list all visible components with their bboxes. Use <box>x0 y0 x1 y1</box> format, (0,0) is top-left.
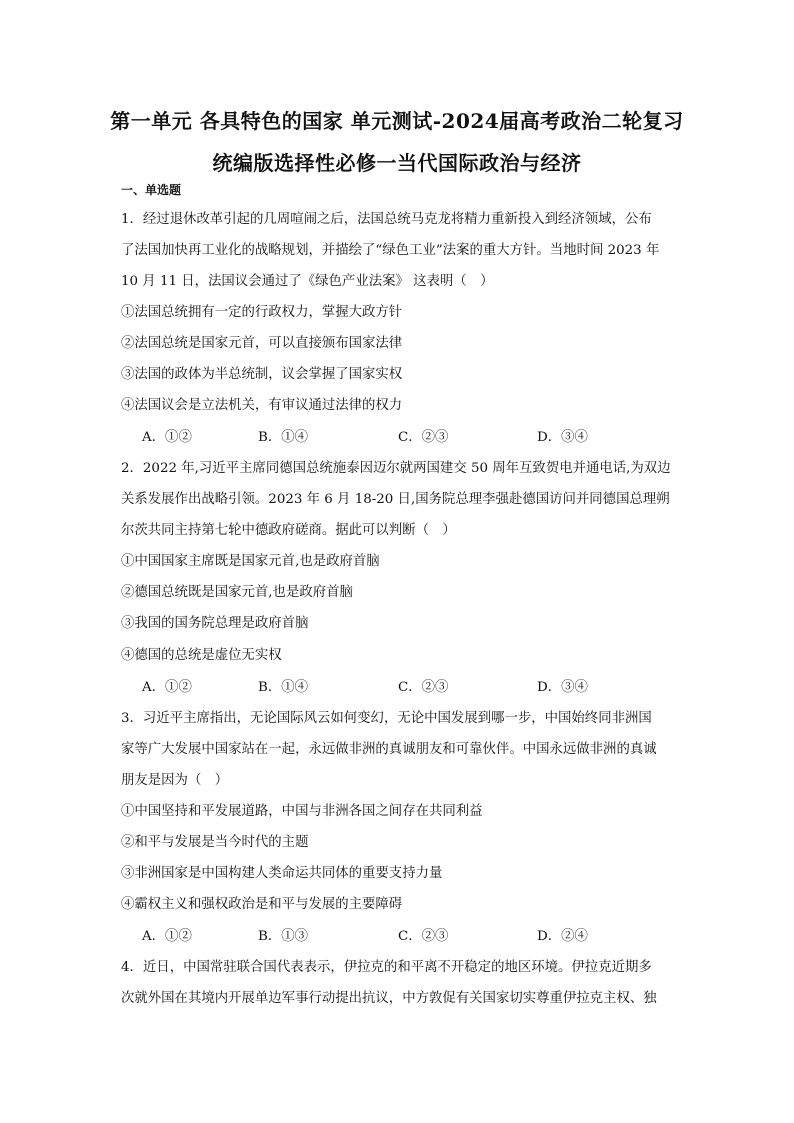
question-3-statement: ④霸权主义和强权政治是和平与发展的主要障碍 <box>121 897 403 912</box>
document-title-line-1: 第一单元 各具特色的国家 单元测试-2024届高考政治二轮复习 <box>110 109 684 133</box>
option-c[interactable]: C．②③ <box>398 430 449 445</box>
question-2-text-line: 2．2022 年,习近平主席同德国总统施泰因迈尔就两国建交 50 周年互致贺电并通电话,为双边 <box>121 461 671 476</box>
question-2-text-line: 关系发展作出战略引领。2023 年 6 月 18-20 日,国务院总理李强赴德国访问并同德国总理朔 <box>121 492 670 507</box>
option-a[interactable]: A．①② <box>142 929 192 944</box>
document-title-line-2: 统编版选择性必修一当代国际政治与经济 <box>212 151 582 175</box>
question-2-statement: ④德国的总统是虚位无实权 <box>121 648 282 663</box>
question-3-statement: ②和平与发展是当今时代的主题 <box>121 835 309 850</box>
question-1-statement: ②法国总统是国家元首，可以直接颁布国家法律 <box>121 336 403 351</box>
question-1-statement: ④法国议会是立法机关，有审议通过法律的权力 <box>121 398 403 413</box>
option-c[interactable]: C．②③ <box>398 929 449 944</box>
option-d[interactable]: D．③④ <box>537 430 588 445</box>
option-b[interactable]: B．①③ <box>258 929 309 944</box>
question-1-statement: ③法国的政体为半总统制，议会掌握了国家实权 <box>121 367 403 382</box>
question-3-statement: ③非洲国家是中国构建人类命运共同体的重要支持力量 <box>121 866 443 881</box>
question-1-text-line: 1．经过退休改革引起的几周喧闹之后，法国总统马克龙将精力重新投入到经济领域，公布 <box>121 212 652 227</box>
option-d[interactable]: D．②④ <box>537 929 588 944</box>
question-4-text-line: 4．近日，中国常驻联合国代表表示，伊拉克的和平离不开稳定的地区环境。伊拉克近期多 <box>121 960 652 975</box>
question-4-text-line: 次就外国在其境内开展单边军事行动提出抗议，中方敦促有关国家切实尊重伊拉克主权、独 <box>121 991 657 1006</box>
question-1-statement: ①法国总统拥有一定的行政权力，掌握大政方针 <box>121 305 403 320</box>
question-3-text-line: 朋友是因为（ ） <box>121 773 229 788</box>
question-2-statement: ③我国的国务院总理是政府首脑 <box>121 616 309 631</box>
option-a[interactable]: A．①② <box>142 430 192 445</box>
option-c[interactable]: C．②③ <box>398 680 449 695</box>
question-1-text-line: 了法国加快再工业化的战略规划，并描绘了“绿色工业”法案的重大方针。当地时间 2023 年 <box>121 243 660 258</box>
question-2-statement: ②德国总统既是国家元首,也是政府首脑 <box>121 585 353 600</box>
question-2-text-line: 尔茨共同主持第七轮中德政府磋商。据此可以判断（ ） <box>121 523 456 538</box>
question-3-statement: ①中国坚持和平发展道路，中国与非洲各国之间存在共同利益 <box>121 804 483 819</box>
option-a[interactable]: A．①② <box>142 680 192 695</box>
question-3-text-line: 家等广大发展中国家站在一起，永远做非洲的真诚朋友和可靠伙伴。中国永远做非洲的真诚 <box>121 742 657 757</box>
question-3-text-line: 3．习近平主席指出，无论国际风云如何变幻，无论中国发展到哪一步，中国始终同非洲国 <box>121 711 652 726</box>
section-heading: 一、单选题 <box>121 183 182 197</box>
question-2-statement: ①中国国家主席既是国家元首,也是政府首脑 <box>121 554 380 569</box>
question-1-text-line: 10 月 11 日，法国议会通过了《绿色产业法案》 这表明（ ） <box>121 274 494 289</box>
option-b[interactable]: B．①④ <box>258 430 309 445</box>
option-b[interactable]: B．①④ <box>258 680 309 695</box>
option-d[interactable]: D．③④ <box>537 680 588 695</box>
